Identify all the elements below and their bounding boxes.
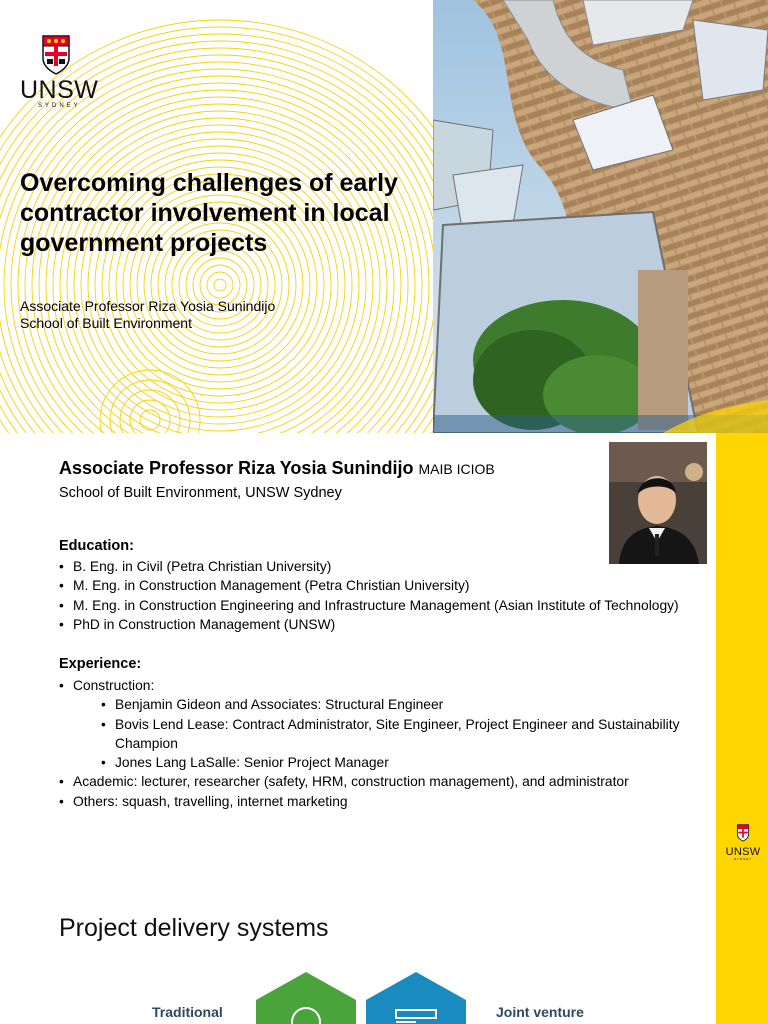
- presenter-affiliation: School of Built Environment, UNSW Sydney: [59, 485, 342, 501]
- list-item: • PhD in Construction Management (UNSW): [59, 615, 679, 634]
- list-item: • M. Eng. in Construction Management (Petra Christian University): [59, 576, 679, 595]
- unsw-crest-icon: [40, 32, 72, 76]
- education-list: [59, 557, 679, 634]
- building-photo: [433, 0, 768, 433]
- construction-label: Construction:: [73, 678, 155, 693]
- postnominals: MAIB ICIOB: [418, 461, 495, 477]
- list-item: • M. Eng. in Construction Engineering and Infrastructure Management (Asian Institute of Technology): [59, 596, 679, 615]
- logo-wordmark: UNSW: [725, 846, 761, 858]
- author-school: School of Built Environment: [20, 315, 192, 331]
- logo-subtext: SYDNEY: [733, 857, 753, 861]
- traditional-hexagon: [256, 972, 356, 1024]
- section-title: Project delivery systems: [59, 914, 329, 942]
- list-item: • Academic: lecturer, researcher (safety, HRM, construction management), and administrator: [59, 772, 709, 791]
- author-block: [20, 298, 275, 332]
- list-item: • B. Eng. in Civil (Petra Christian University): [59, 557, 679, 576]
- yellow-side-bar: [716, 433, 768, 1024]
- joint-venture-hexagon: [366, 972, 466, 1024]
- list-item: • Bovis Lend Lease: Contract Administrator, Site Engineer, Project Engineer and Sustainability Champion: [101, 715, 709, 754]
- unsw-crest-icon: [736, 823, 750, 842]
- presenter-portrait: [609, 442, 707, 564]
- experience-heading: Experience:: [59, 656, 142, 672]
- presenter-name-line: [59, 458, 495, 479]
- education-heading: Education:: [59, 538, 134, 554]
- title-slide: [0, 0, 768, 433]
- joint-venture-label: Joint venture: [496, 1004, 584, 1020]
- list-item: • Jones Lang LaSalle: Senior Project Manager: [101, 753, 709, 772]
- logo-subtext: SYDNEY: [38, 103, 81, 109]
- presenter-name: Associate Professor Riza Yosia Sunindijo: [59, 458, 414, 478]
- list-item: • Others: squash, travelling, internet marketing: [59, 792, 709, 811]
- unsw-logo: [20, 32, 99, 110]
- unsw-small-logo: [725, 823, 761, 861]
- logo-wordmark: UNSW: [20, 76, 99, 104]
- list-item: [59, 676, 709, 772]
- construction-sublist: [73, 695, 709, 772]
- experience-list: [59, 676, 709, 811]
- author-name: Associate Professor Riza Yosia Sunindijo: [20, 298, 276, 314]
- list-item: • Benjamin Gideon and Associates: Structural Engineer: [101, 695, 709, 714]
- traditional-label: Traditional: [152, 1004, 223, 1020]
- presentation-title: Overcoming challenges of early contractor involvement in local government projects: [20, 169, 398, 257]
